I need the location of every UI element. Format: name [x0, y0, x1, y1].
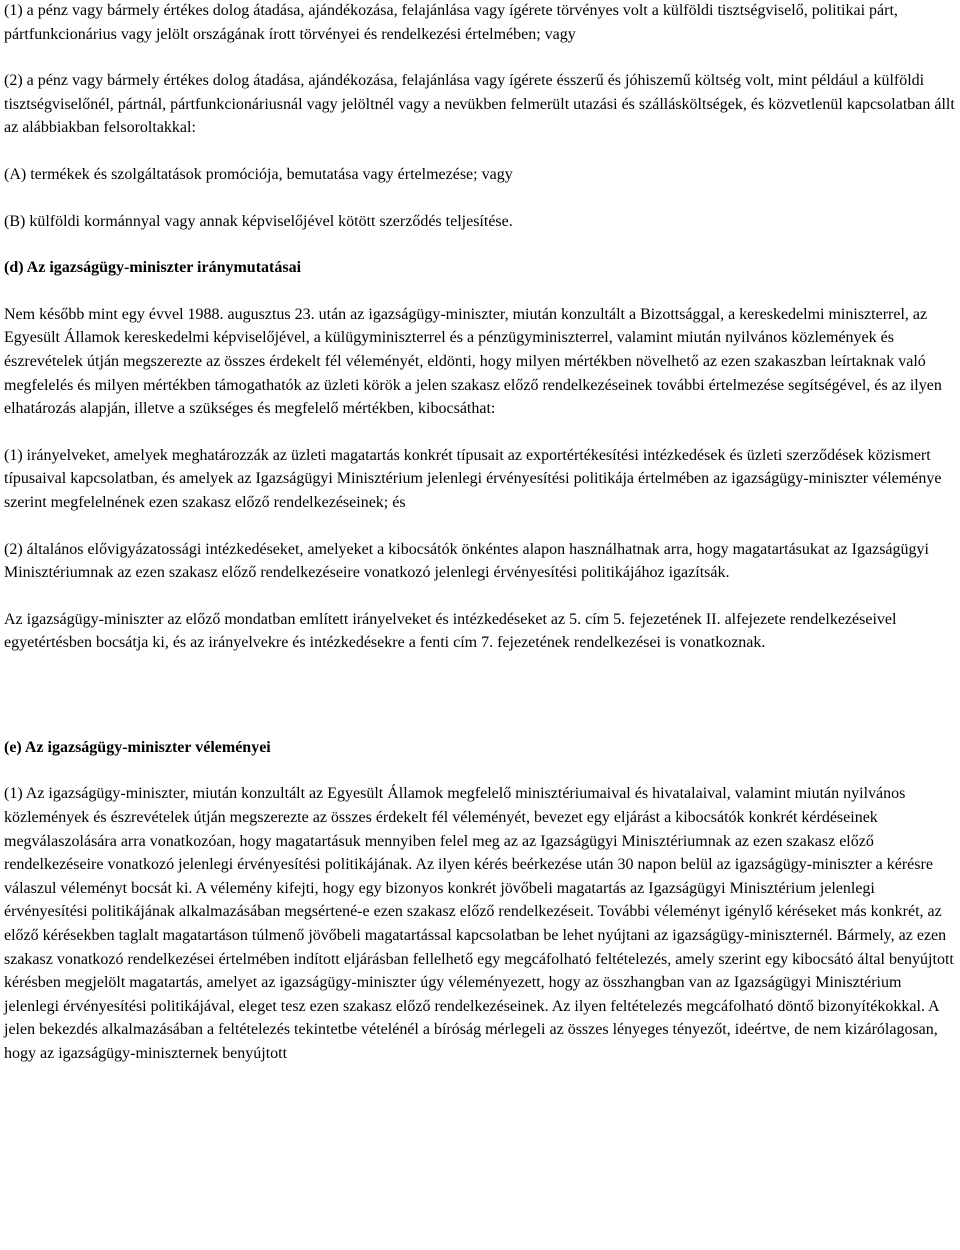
section-heading-e: (e) Az igazságügy-miniszter véleményei	[4, 738, 271, 756]
paragraph-d-1-guidelines: (1) irányelveket, amelyek meghatározzák az üzleti magatartás konkrét típusait az exportértékesítési intézkedések és üzleti szerződések közismert típusaival kapcsolatban, és amelyek az Igazságügyi Minisztérium jelenlegi érvényesítési politikája értelmében az igazságügy-miniszter véleménye szerint megfelelnének ezen szakasz előző rendelkezéseinek; és	[4, 446, 942, 511]
paragraph-d-2-precautionary-procedures: (2) általános elővigyázatossági intézkedéseket, amelyeket a kibocsátók önkéntes alapon használhatnak arra, hogy magatartásukat az Igazságügyi Minisztériumnak az ezen szakasz előző rendelkezéseire vonatkozó jelenlegi érvényesítési politikájához igazítsák.	[4, 540, 929, 582]
section-heading-d: (d) Az igazságügy-miniszter iránymutatásai	[4, 259, 302, 277]
paragraph-2-reasonable-expenditure: (2) a pénz vagy bármely értékes dolog átadása, ajándékozása, felajánlása vagy ígérete ésszerű és jóhiszemű költség volt, mint például a külföldi tisztségviselőnél, pártnál, pártfunkcionáriusnál vagy jelöltnél vagy a nevükben felmerült utazási és szállásköltségek, és közvetlenül kapcsolatban állt az alábbiakban felsoroltakkal:	[4, 72, 955, 137]
paragraph-b-contract-execution: (B) külföldi kormánnyal vagy annak képviselőjével kötött szerződés teljesítése.	[4, 212, 513, 230]
paragraph-d-closing: Az igazságügy-miniszter az előző mondatban említett irányelveket és intézkedéseket az 5. cím 5. fejezetének II. alfejezete rendelkezéseivel egyetértésben bocsátja ki, és az irányelvekre és intézkedésekre a fenti cím 7. fejezetének rendelkezései is vonatkoznak.	[4, 610, 897, 652]
paragraph-1-lawful-under-foreign-law: (1) a pénz vagy bármely értékes dolog átadása, ajándékozása, felajánlása vagy ígérete törvényes volt a külföldi tisztségviselő, politikai párt, pártfunkcionárius vagy jelölt országának írott törvényei és rendelkezési értelmében; vagy	[4, 2, 898, 43]
paragraph-a-promotion: (A) termékek és szolgáltatások promóciója, bemutatása vagy értelmezése; vagy	[4, 165, 513, 183]
paragraph-d-intro: Nem később mint egy évvel 1988. augusztus 23. után az igazságügy-miniszter, miután konzultált a Bizottsággal, a kereskedelmi miniszterrel, az Egyesült Államok kereskedelmi képviselőjével, a külügyminiszterrel és a pénzügyminiszterrel, valamint miután nyilvános közlemények és észrevételek útján megszerezte az összes érdekelt fél véleményét, eldönti, hogy milyen mértékben növelhető az ezen szakaszban leírtaknak való megfelelés és milyen mértékben támogathatók az üzleti körök a jelen szakasz előző rendelkezéseinek további értelmezése segítségével, és az ilyen elhatározás alapján, illetve a szükséges és megfelelő mértékben, kibocsáthat:	[4, 305, 942, 418]
paragraph-e-1-opinions: (1) Az igazságügy-miniszter, miután konzultált az Egyesült Államok megfelelő minisztériumaival és hivatalaival, valamint miután nyilvános közlemények és észrevételek útján megszerezte az összes érdekelt fél véleményét, bevezet egy eljárást a kibocsátók konkrét kérdéseinek megválaszolására arra vonatkozóan, hogy magatartásuk mennyiben felel meg az az Igazságügyi Minisztériumnak az ezen szakasz előző rendelkezéseire vonatkozó jelenlegi érvényesítési politikájának. Az ilyen kérés beérkezése után 30 napon belül az igazságügy-miniszter a kérésre válaszul véleményt bocsát ki. A vélemény kifejti, hogy egy bizonyos konkrét jövőbeli magatartás az Igazságügyi Minisztérium jelenlegi érvényesítési politikájának alkalmazásában megsértené-e ezen szakasz előző rendelkezéseit. További véleményt igénylő kéréseket más konkrét, az előző kérésekben taglalt magatartáson túlmenő jövőbeli magatartással kapcsolatban be lehet nyújtani az igazságügy-miniszternél. Bármely, az ezen szakasz vonatkozó rendelkezései értelmében indított eljárásban fellelhető egy megcáfolható feltételezés, amely szerint egy kibocsátó által benyújtott kérésben megjelölt magatartás, amelyet az igazságügy-miniszter úgy véleményezett, hogy az összhangban van az Igazságügyi Minisztérium jelenlegi érvényesítési politikájával, eleget tesz ezen szakasz előző rendelkezéseinek. Az ilyen feltételezés megcáfolható döntő bizonyítékokkal. A jelen bekezdés alkalmazásában a feltételezés tekintetbe vételénél a bíróság mérlegeli az összes lényeges tényezőt, ideértve, de nem kizárólagosan, hogy az igazságügy-miniszternek benyújtott	[4, 785, 954, 1062]
section-spacer	[4, 678, 956, 736]
